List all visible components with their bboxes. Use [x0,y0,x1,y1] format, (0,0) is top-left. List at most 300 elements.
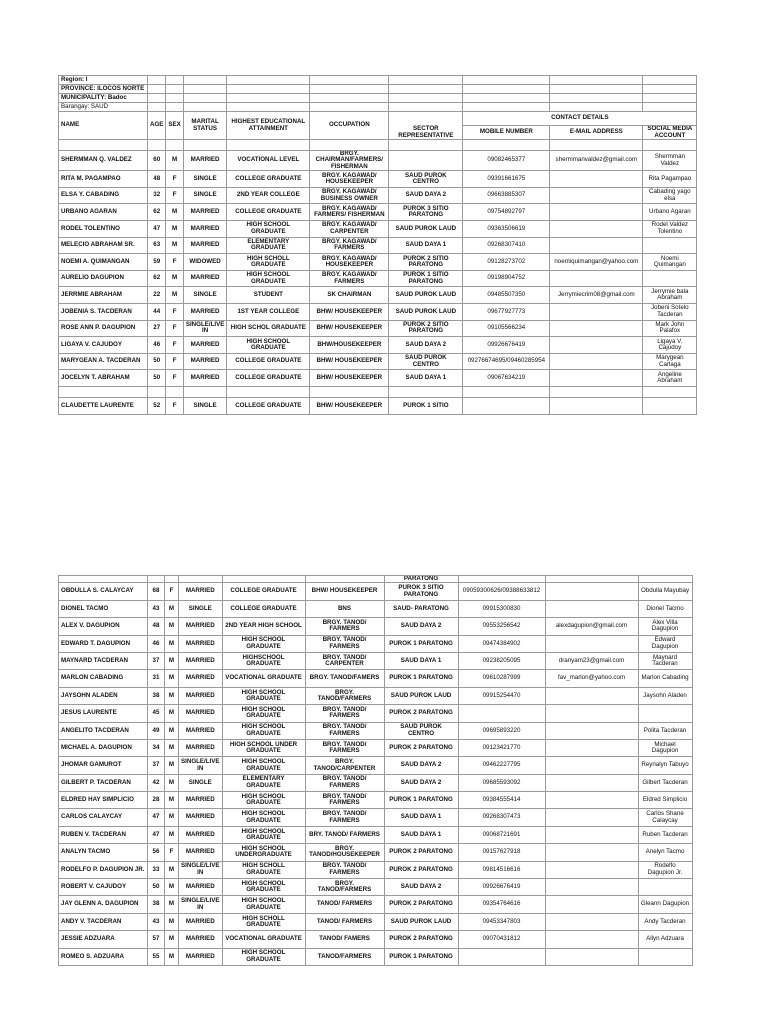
age-cell: 46 [148,337,166,354]
email-cell: shermmanvaldez@gmail.com [550,151,643,171]
email-cell [545,861,638,878]
name-cell: ELDRED HAY SIMPLICIO [59,792,148,809]
sex-cell: M [165,705,179,722]
name-cell: MICHAEL A. DAGUPION [59,739,148,756]
table-row [59,320,697,337]
header-marital: MARITAL STATUS [183,112,227,140]
name-cell: JESSIE ADZUARA [59,931,148,948]
social-media-cell [643,237,697,254]
registry-table-page-2 [58,575,693,966]
table-row [59,370,697,387]
education-cell: HIGH SCHOOL GRADUATE [222,757,305,774]
age-cell: 59 [148,254,166,271]
marital-status-cell: SINGLE/LIVE IN [179,896,223,913]
marital-status-cell: MARRIED [179,948,223,965]
occupation-cell: BRGY. TANOD/ FARMERS [305,809,384,826]
age-cell: 43 [148,913,165,930]
email-cell [545,600,638,617]
email-cell [550,204,643,221]
sector-cell: SAUD DAYA 2 [389,337,463,354]
sex-cell: M [165,896,179,913]
occupation-cell: BRGY. TANOD/ FARMERS [305,722,384,739]
age-cell: 37 [148,757,165,774]
mobile-number-cell: 09485507350 [463,287,550,304]
occupation-cell: BRGY. KAGAWAD/ FARMERS [310,237,389,254]
sector-cell [389,151,463,171]
sector-cell: SAUD DAYA 1 [384,809,458,826]
sector-cell: PUROK 1 SITIO PARATONG [389,270,463,287]
marital-status-cell: MARRIED [179,722,223,739]
age-cell: 27 [148,320,166,337]
social-media-cell: Reynalyn Tabuyo [638,757,692,774]
sex-cell: F [166,353,183,370]
sex-cell: M [165,757,179,774]
name-cell: JESUS LAURENTE [59,705,148,722]
sex-cell: M [166,237,183,254]
mobile-number-cell: 09754892797 [463,204,550,221]
sector-cell: SAUD PUROK LAUD [384,687,458,704]
marital-status-cell: SINGLE [183,397,227,414]
table-row [59,187,697,204]
occupation-cell: BRGY. TANOD/FARMERS [305,687,384,704]
name-cell: ANDY V. TACDERAN [59,913,148,930]
mobile-number-cell: 09105566234 [463,320,550,337]
occupation-cell: TANOD/ FARMERS [305,896,384,913]
table-row [59,913,693,930]
sex-cell: F [166,171,183,188]
age-cell: 38 [148,687,165,704]
sector-cell: SAUD PUROK LAUD [389,287,463,304]
education-cell: HIGH SCHOOL GRADUATE [227,337,310,354]
sex-cell: F [165,583,179,600]
education-cell: HIGH SCHOOL GRADUATE [222,826,305,843]
marital-status-cell: SINGLE [183,171,227,188]
occupation-cell: BHW/ HOUSEKEEPER [310,353,389,370]
email-cell [550,397,643,414]
email-cell: noemiquimangan@yahoo.com [550,254,643,271]
mobile-number-cell: 09354764616 [458,896,545,913]
sex-cell: F [166,254,183,271]
education-cell: COLLEGE GRADUATE [227,204,310,221]
marital-status-cell: MARRIED [179,670,223,687]
social-media-cell: Marlon Cabading [638,670,692,687]
email-cell [545,879,638,896]
table-row [59,844,693,861]
education-cell: HIGH SCHOOL GRADUATE [222,792,305,809]
education-cell: HIGHSCHOOL GRADUATE [222,652,305,669]
education-cell: VOCATIONAL GRADUATE [222,931,305,948]
marital-status-cell: MARRIED [179,809,223,826]
email-cell [550,320,643,337]
social-media-cell: Cabading yago elsa [643,187,697,204]
name-cell: JOBENIA S. TACDERAN [59,303,148,320]
table-row [59,687,693,704]
social-media-cell: Ligaya V. Cajudoy [643,337,697,354]
header-education: HIGHEST EDUCATIONAL ATTAINMENT [227,112,310,140]
occupation-cell: BRGY. TANOD/ FARMERS [305,739,384,756]
table-row [59,270,697,287]
age-cell: 62 [148,270,166,287]
age-cell: 47 [148,809,165,826]
age-cell: 34 [148,739,165,756]
marital-status-cell: MARRIED [183,303,227,320]
age-cell: 50 [148,353,166,370]
marital-status-cell: SINGLE [179,774,223,791]
occupation-cell: BRGY. TANOD/HOUSEKEEPER [305,844,384,861]
table-row [59,600,693,617]
header-contact-details: CONTACT DETAILS [463,112,697,126]
education-cell: 2ND YEAR COLLEGE [227,187,310,204]
age-cell: 56 [148,844,165,861]
mobile-number-cell: 09663885307 [463,187,550,204]
table-row [59,931,693,948]
age-cell: 47 [148,221,166,238]
social-media-cell [638,948,692,965]
table-row [59,635,693,652]
sector-cell: SAUD PUROK CENTRO [389,353,463,370]
header-age: AGE [148,112,166,140]
email-cell [545,774,638,791]
age-cell: 31 [148,670,165,687]
municipality-label: MUNICIPALITY: Badoc [59,94,148,103]
education-cell: HIGH SCHOL GRADUATE [227,320,310,337]
mobile-number-cell [463,397,550,414]
occupation-cell: BRGY. KAGAWAD/ CARPENTER [310,221,389,238]
table-row [59,221,697,238]
marital-status-cell: MARRIED [179,844,223,861]
sector-cell: SAUD DAYA 2 [384,879,458,896]
table-row [59,583,693,600]
sex-cell: M [165,792,179,809]
education-cell: HIGH SCHOOL GRADUATE [222,705,305,722]
email-cell [550,270,643,287]
social-media-cell [638,705,692,722]
email-cell [550,171,643,188]
sex-cell: M [165,948,179,965]
region-label: Region: I [59,76,148,85]
name-cell: AURELIO DAGUPION [59,270,148,287]
sex-cell: M [165,861,179,878]
name-cell: CARLOS CALAYCAY [59,809,148,826]
mobile-number-cell: 09926676419 [463,337,550,354]
education-cell: HIGH SCHOOL GRADUATE [227,221,310,238]
name-cell: MELECIO ABRAHAM SR. [59,237,148,254]
sex-cell: M [165,739,179,756]
mobile-number-cell: 09276674695/09460285954 [463,353,550,370]
sex-cell: M [165,913,179,930]
sex-cell: M [165,931,179,948]
education-cell: HIGH SCHOLL GRADUATE [227,254,310,271]
age-cell: 37 [148,652,165,669]
marital-status-cell: SINGLE [183,287,227,304]
sex-cell: F [165,844,179,861]
occupation-cell: BRGY. KAGAWAD/ FARMERS [310,270,389,287]
email-cell [545,809,638,826]
social-media-cell: Obdulla Mayubay [638,583,692,600]
table-row [59,774,693,791]
mobile-number-cell: 09082465377 [463,151,550,171]
sex-cell: F [166,370,183,387]
occupation-cell: BRGY. TANOD/CARPENTER [305,757,384,774]
sex-cell: M [165,670,179,687]
name-cell: ANGELITO TACDERAN [59,722,148,739]
occupation-cell: BRGY. TANOD/FARMERS [305,879,384,896]
name-cell: JERRMIE ABRAHAM [59,287,148,304]
sector-cell: SAUD DAYA 2 [389,187,463,204]
social-media-cell: Rita Pagampao [643,171,697,188]
email-cell [545,931,638,948]
table-row [59,879,693,896]
name-cell: EDWARD T. DAGUPION [59,635,148,652]
table-row [59,809,693,826]
occupation-cell: TANOD/FARMERS [305,948,384,965]
header-name: NAME [59,112,148,140]
education-cell: HIGH SCHOOL GRADUATE [222,896,305,913]
age-cell: 62 [148,204,166,221]
education-cell: COLLEGE GRADUATE [227,397,310,414]
occupation-cell: BRGY. TANOD/ FARMERS [305,618,384,635]
mobile-number-cell: 09677927773 [463,303,550,320]
name-cell: GILBERT P. TACDERAN [59,774,148,791]
sector-cell: SAUD PUROK LAUD [384,913,458,930]
email-cell [550,353,643,370]
sex-cell: M [165,635,179,652]
sector-cell: PUROK 3 SITIO PARATONG [384,583,458,600]
table-row [59,618,693,635]
email-cell [545,583,638,600]
sector-cell: PUROK 2 SITIO PARATONG [389,254,463,271]
occupation-cell: BHW/ HOUSEKEEPER [310,370,389,387]
education-cell: COLLEGE GRADUATE [227,353,310,370]
email-cell [545,844,638,861]
sex-cell: M [165,809,179,826]
occupation-cell: BRGY. TANOD/ FARMERS [305,705,384,722]
mobile-number-cell: 09814516616 [458,861,545,878]
sector-cell: SAUD DAYA 1 [384,652,458,669]
age-cell: 49 [148,722,165,739]
sex-cell: M [166,221,183,238]
sector-cell: PUROK 1 PARATONG [384,792,458,809]
table-row [59,151,697,171]
table-row [59,237,697,254]
email-cell [550,337,643,354]
email-cell [545,739,638,756]
age-cell: 38 [148,896,165,913]
social-media-cell: Andy Tacderan [638,913,692,930]
name-cell: ALEX V. DAGUPION [59,618,148,635]
age-cell: 28 [148,792,165,809]
mobile-number-cell: 09128273702 [463,254,550,271]
name-cell: RODELFO P. DAGUPION JR. [59,861,148,878]
sector-cell: SAUD- PARATONG [384,600,458,617]
occupation-cell: BRGY. CHAIRMAN/FARMERS/ FISHERMAN [310,151,389,171]
name-cell: ELSA Y. CABADING [59,187,148,204]
education-cell: ELEMENTARY GRADUATE [227,237,310,254]
social-media-cell: Anelyn Tacmo [638,844,692,861]
education-cell: HIGH SCHOOL GRADUATE [222,687,305,704]
email-cell [545,687,638,704]
table-row [59,896,693,913]
email-cell [545,896,638,913]
mobile-number-cell: 09915254470 [458,687,545,704]
marital-status-cell: MARRIED [183,337,227,354]
sex-cell: M [166,204,183,221]
mobile-number-cell: 09384555414 [458,792,545,809]
table-row [59,826,693,843]
table-row [59,287,697,304]
education-cell: HIGH SCHOLL GRADUATE [222,913,305,930]
marital-status-cell: MARRIED [179,705,223,722]
sex-cell: M [166,151,183,171]
table-row [59,353,697,370]
education-cell: HIGH SCHOOL GRADUATE [222,879,305,896]
sector-fragment: PARATONG [384,576,458,583]
mobile-number-cell: 09474384902 [458,635,545,652]
sex-cell: M [165,774,179,791]
mobile-number-cell: 09059300626/09388633812 [458,583,545,600]
sector-cell: PUROK 2 SITIO PARATONG [389,320,463,337]
education-cell: STUDENT [227,287,310,304]
mobile-number-cell: 09363506619 [463,221,550,238]
mobile-number-cell: 09268307473 [458,809,545,826]
mobile-number-cell: 09453347803 [458,913,545,930]
name-cell: RUBEN V. TACDERAN [59,826,148,843]
sex-cell: M [166,270,183,287]
sector-cell: SAUD DAYA 2 [384,774,458,791]
header-email: E-MAIL ADDRESS [550,126,643,140]
name-cell: ROMEO S. ADZUARA [59,948,148,965]
email-cell [550,221,643,238]
sector-cell: SAUD DAYA 2 [384,757,458,774]
social-media-cell: Shermman Valdez [643,151,697,171]
name-cell: SHERMMAN Q. VALDEZ [59,151,148,171]
marital-status-cell: MARRIED [179,826,223,843]
email-cell [545,705,638,722]
name-cell: RITA M. PAGAMPAO [59,171,148,188]
sector-cell: PUROK 1 PARATONG [384,635,458,652]
social-media-cell [643,270,697,287]
occupation-cell: BHW/ HOUSEKEEPER [310,397,389,414]
marital-status-cell: MARRIED [183,370,227,387]
name-cell: ROBERT V. CAJUDOY [59,879,148,896]
marital-status-cell: MARRIED [183,237,227,254]
social-media-cell: Rodelfo Dagupion Jr. [638,861,692,878]
email-cell [550,370,643,387]
social-media-cell: Alex Villa Dagupion [638,618,692,635]
email-cell [550,237,643,254]
name-cell: MAYNARD TACDERAN [59,652,148,669]
age-cell: 22 [148,287,166,304]
name-cell: JHOMAR GAMUROT [59,757,148,774]
occupation-cell: TANOD/ FAMERS [305,931,384,948]
occupation-cell: BRGY. TANOD/ FARMERS [305,861,384,878]
marital-status-cell: MARRIED [179,739,223,756]
education-cell: HIGH SCHOOL UNDER GRADUATE [222,739,305,756]
sex-cell: M [165,600,179,617]
sector-cell: PUROK 2 PARATONG [384,896,458,913]
marital-status-cell: MARRIED [179,913,223,930]
sector-cell: PUROK 2 PARATONG [384,844,458,861]
sex-cell: M [165,687,179,704]
email-cell [550,303,643,320]
social-media-cell: Jerrymie bala Abraham [643,287,697,304]
education-cell: HIGH SCHOOL GRADUATE [227,270,310,287]
marital-status-cell: MARRIED [183,353,227,370]
social-media-cell: Carlos Shane Calaycay [638,809,692,826]
marital-status-cell: MARRIED [183,204,227,221]
email-cell: fav_marlon@yahoo.com [545,670,638,687]
marital-status-cell: SINGLE/LIVE IN [183,320,227,337]
social-media-cell: Maynard Tacderan [638,652,692,669]
sector-cell: PUROK 1 SITIO [389,397,463,414]
marital-status-cell: MARRIED [179,583,223,600]
header-occupation: OCCUPATION [310,112,389,140]
education-cell: ELEMENTARY GRADUATE [222,774,305,791]
occupation-cell: BRGY. TANOD/ FARMERS [305,635,384,652]
social-media-cell: Gleann Dagupion [638,896,692,913]
age-cell: 55 [148,948,165,965]
table-row [59,792,693,809]
sex-cell: F [166,320,183,337]
social-media-cell: Ruben Tacderan [638,826,692,843]
occupation-cell: BNS [305,600,384,617]
social-media-cell: Michael Dagupion [638,739,692,756]
age-cell: 46 [148,635,165,652]
marital-status-cell: SINGLE/LIVE IN [179,757,223,774]
sector-cell: PUROK 2 PARATONG [384,739,458,756]
marital-status-cell: MARRIED [179,618,223,635]
marital-status-cell: SINGLE/LIVE IN [179,861,223,878]
marital-status-cell: MARRIED [179,931,223,948]
occupation-cell: BHW/ HOUSEKEEPER [305,583,384,600]
sex-cell: F [166,303,183,320]
marital-status-cell: SINGLE [183,187,227,204]
sector-cell: SAUD DAYA 1 [389,370,463,387]
email-cell: alexdagupion@gmail.com [545,618,638,635]
occupation-cell: BRGY. TANOD/FAMERS [305,670,384,687]
name-cell: JOCELYN T. ABRAHAM [59,370,148,387]
table-row [59,948,693,965]
email-cell [545,722,638,739]
social-media-cell: Jaysohn Aladen [638,687,692,704]
education-cell: HIGH SCHOOL GRADUATE [222,809,305,826]
occupation-cell: BRGY. TANOD/ FARMERS [305,774,384,791]
mobile-number-cell [458,948,545,965]
occupation-cell: BRGY. TANOD/ CARPENTER [305,652,384,669]
age-cell: 60 [148,151,166,171]
table-row [59,861,693,878]
mobile-number-cell: 09068721691 [458,826,545,843]
table-row [59,652,693,669]
education-cell: HIGH SCHOOL GRADUATE [222,948,305,965]
email-cell: dranyam23@gmail.com [545,652,638,669]
table-row [59,670,693,687]
email-cell [545,948,638,965]
table-row [59,397,697,414]
sex-cell: M [165,722,179,739]
social-media-cell: Gilbert Tacderan [638,774,692,791]
age-cell: 52 [148,397,166,414]
age-cell: 57 [148,931,165,948]
name-cell: OBDULLA S. CALAYCAY [59,583,148,600]
sex-cell: M [165,826,179,843]
header-social: SOCIAL MEDIA ACCOUNT [643,126,697,140]
mobile-number-cell: 09391661675 [463,171,550,188]
marital-status-cell: MARRIED [183,221,227,238]
sector-cell: PUROK 2 PARATONG [384,931,458,948]
mobile-number-cell: 09462227795 [458,757,545,774]
occupation-cell: BRGY. TANOD/ FARMERS [305,792,384,809]
